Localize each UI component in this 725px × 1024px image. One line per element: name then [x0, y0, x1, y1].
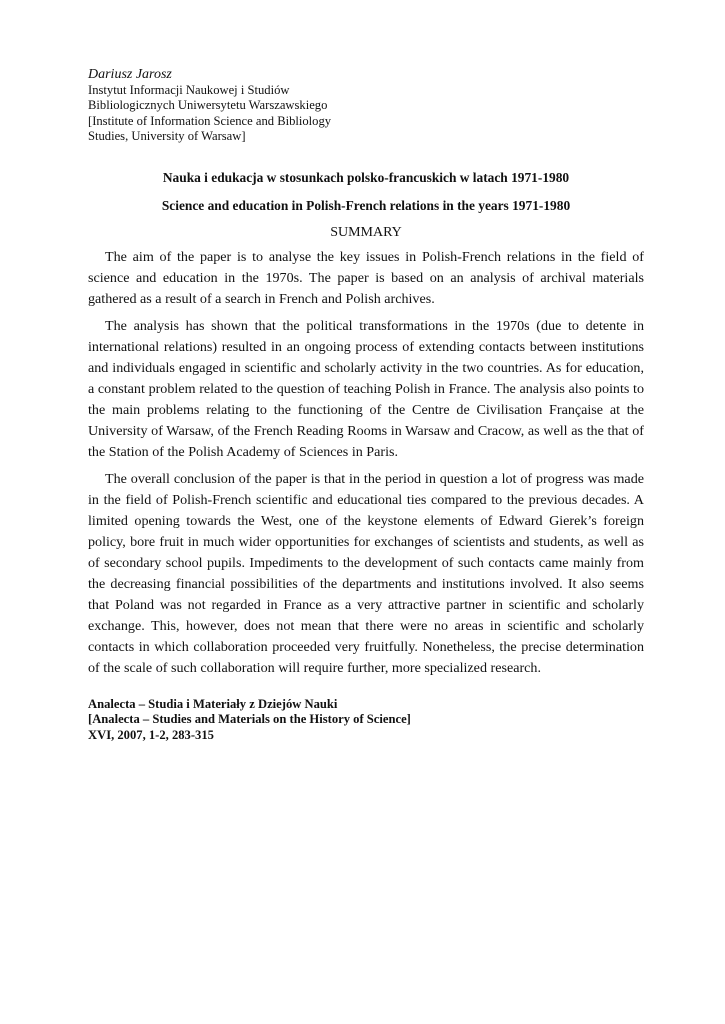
affiliation-line: Studies, University of Warsaw]: [88, 129, 246, 144]
author-block: [88, 66, 644, 145]
journal-citation: XVI, 2007, 1-2, 283-315: [88, 727, 214, 742]
source-block: [88, 697, 644, 744]
journal-title-english: [Analecta – Studies and Materials on the History of Science]: [88, 712, 411, 727]
journal-title-polish: Analecta – Studia i Materiały z Dziejów Nauki: [88, 696, 338, 711]
summary-heading: SUMMARY: [330, 224, 402, 240]
title-english: Science and education in Polish-French relations in the years 1971-1980: [161, 197, 571, 213]
document-page: [88, 66, 644, 743]
affiliation-line: [Institute of Information Science and Bibliology: [88, 113, 332, 128]
affiliation-line: Instytut Informacji Naukowej i Studiów: [88, 83, 290, 97]
title-polish: Nauka i edukacja w stosunkach polsko-francuskich w latach 1971-1980: [162, 169, 570, 185]
summary-paragraph: The overall conclusion of the paper is that in the period in question a lot of progress was made in the field of Polish-French scientific and educational ties compared to the previous decades. A limited opening towards the West, one of the keystone elements of Edward Gierek’s foreign policy, bore fruit in much wider opportunities for exchanges of scientists and students, as well as of secondary school pupils. Impediments to the development of such contacts came mainly from the decreasing financial possibilities of the departments and institutions involved. It also seems that Poland was not regarded in France as a very attractive partner in scientific and scholarly exchange. This, however, does not mean that there were no areas in scientific and scholarly contacts in which collaboration proceeded very fruitfully. Nonetheless, the precise determination of the scale of such collaboration will require further, more specialized research.: [88, 470, 644, 676]
author-name: Dariusz Jarosz: [88, 67, 172, 82]
summary-paragraph: The aim of the paper is to analyse the key issues in Polish-French relations in the field of science and education in the 1970s. The paper is based on an analysis of archival materials gathered as a result of a search in French and Polish archives.: [88, 248, 644, 307]
affiliation-line: Bibliologicznych Uniwersytetu Warszawskiego: [88, 98, 328, 113]
summary-paragraph: The analysis has shown that the political transformations in the 1970s (due to detente in international relations) resulted in an ongoing process of extending contacts between institutions and individuals engaged in scientific and scholarly activity in the two countries. As for education, a constant problem related to the question of teaching Polish in France. The analysis also points to the main problems relating to the functioning of the Centre de Civilisation Française at the University of Warsaw, of the French Reading Rooms in Warsaw and Cracow, as well as the that of the Station of the Polish Academy of Sciences in Paris.: [88, 317, 644, 460]
